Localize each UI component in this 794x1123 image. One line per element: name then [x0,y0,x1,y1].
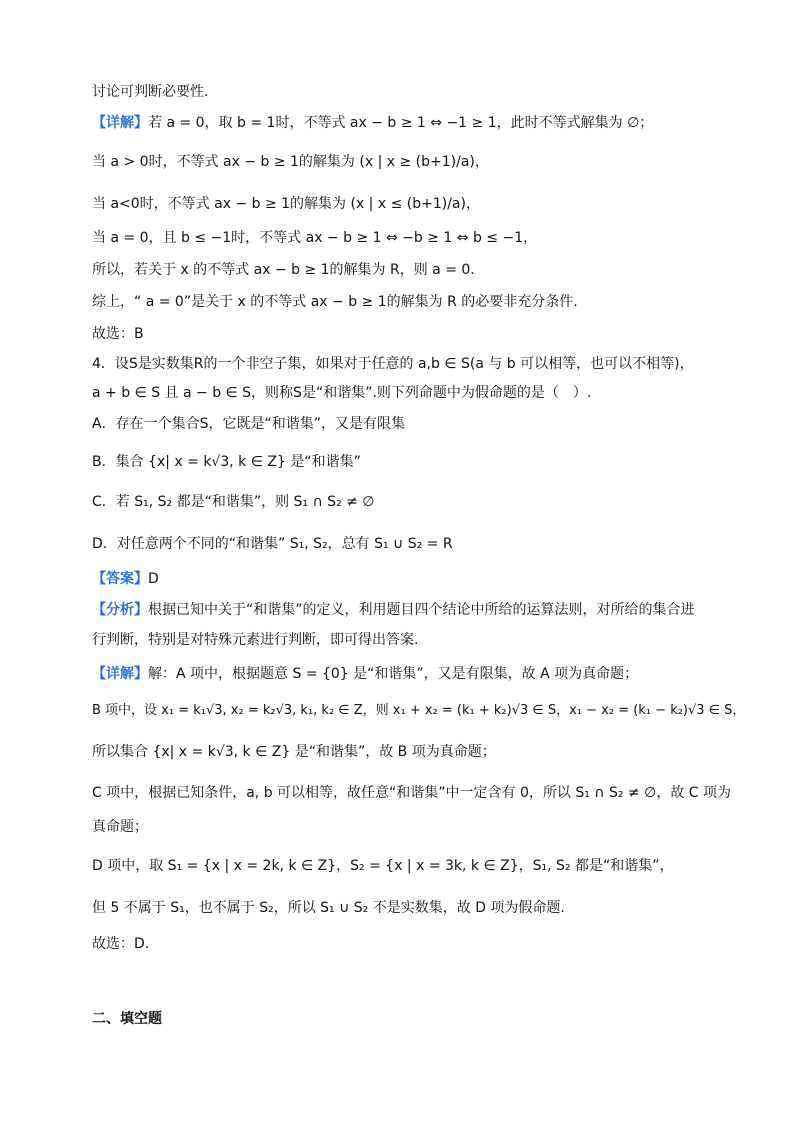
detail-line: 故选：D. [92,936,150,952]
option-a: A．存在一个集合S，它既是“和谐集”，又是有限集 [92,416,405,432]
text-line: 故选：B [92,326,144,342]
analysis-tag: 【分析】 [92,602,148,618]
text-line: 【详解】若 a = 0，取 b = 1时，不等式 ax − b ≥ 1 ⇔ −1 ≥ 1，此时不等式解集为 ∅； [92,115,654,131]
detail-line: 但 5 不属于 S₁，也不属于 S₂，所以 S₁ ∪ S₂ 不是实数集，故 D 项为假命题. [92,900,565,916]
detail-line: C 项中，根据已知条件，a, b 可以相等，故任意“和谐集”中一定含有 0，所以 S₁ ∩ S₂ ≠ ∅，故 C 项为 [92,785,732,801]
detail-line: B 项中，设 x₁ = k₁√3, x₂ = k₂√3, k₁, k₂ ∈ Z，则 x₁ + x₂ = (k₁ + k₂)√3 ∈ S，x₁ − x₂ = (k₁ − k₂)√3 ∈ S， [92,703,746,718]
analysis-line: 【分析】根据已知中关于“和谐集”的定义，利用题目四个结论中所给的运算法则，对所给的集合进 [92,602,695,618]
answer-line: 【答案】D [92,571,159,587]
text-line: 所以，若关于 x 的不等式 ax − b ≥ 1的解集为 R，则 a = 0. [92,262,475,278]
option-c: C．若 S₁, S₂ 都是“和谐集”，则 S₁ ∩ S₂ ≠ ∅ [92,494,375,510]
analysis-line: 行判断，特别是对特殊元素进行判断，即可得出答案. [92,632,419,648]
question-line: 4．设S是实数集R的一个非空子集，如果对于任意的 a,b ∈ S(a 与 b 可以相等，也可以不相等)， [92,356,694,372]
detail-line: 【详解】解：A 项中，根据题意 S = {0} 是“和谐集”，又是有限集，故 A 项为真命题； [92,666,639,682]
text-line: 讨论可判断必要性. [92,84,209,100]
option-b: B．集合 {x| x = k√3, k ∈ Z} 是“和谐集” [92,454,361,470]
detail-line: 所以集合 {x| x = k√3, k ∈ Z} 是“和谐集”，故 B 项为真命题； [92,744,496,760]
text-line: 当 a > 0时，不等式 ax − b ≥ 1的解集为 (x | x ≥ (b+1)/a)， [92,154,489,170]
text-line: 综上，“ a = 0”是关于 x 的不等式 ax − b ≥ 1的解集为 R 的必要非充分条件. [92,294,578,310]
answer-tag: 【答案】 [92,571,148,587]
text-line: 当 a<0时，不等式 ax − b ≥ 1的解集为 (x | x ≤ (b+1)/a)， [92,196,480,212]
detail-tag: 【详解】 [92,666,148,682]
detail-line: 真命题； [92,819,148,835]
option-d: D．对任意两个不同的“和谐集” S₁, S₂，总有 S₁ ∪ S₂ = R [92,536,453,552]
detail-line: D 项中，取 S₁ = {x | x = 2k, k ∈ Z}，S₂ = {x | x = 3k, k ∈ Z}，S₁, S₂ 都是“和谐集”， [92,858,674,874]
question-line: a + b ∈ S 且 a − b ∈ S，则称S是“和谐集”.则下列命题中为假命题的是（ ）. [92,385,592,401]
section-title: 二、填空题 [92,1011,162,1027]
detail-tag: 【详解】 [92,115,148,131]
text-line: 当 a = 0，且 b ≤ −1时，不等式 ax − b ≥ 1 ⇔ −b ≥ 1 ⇔ b ≤ −1， [92,230,538,246]
